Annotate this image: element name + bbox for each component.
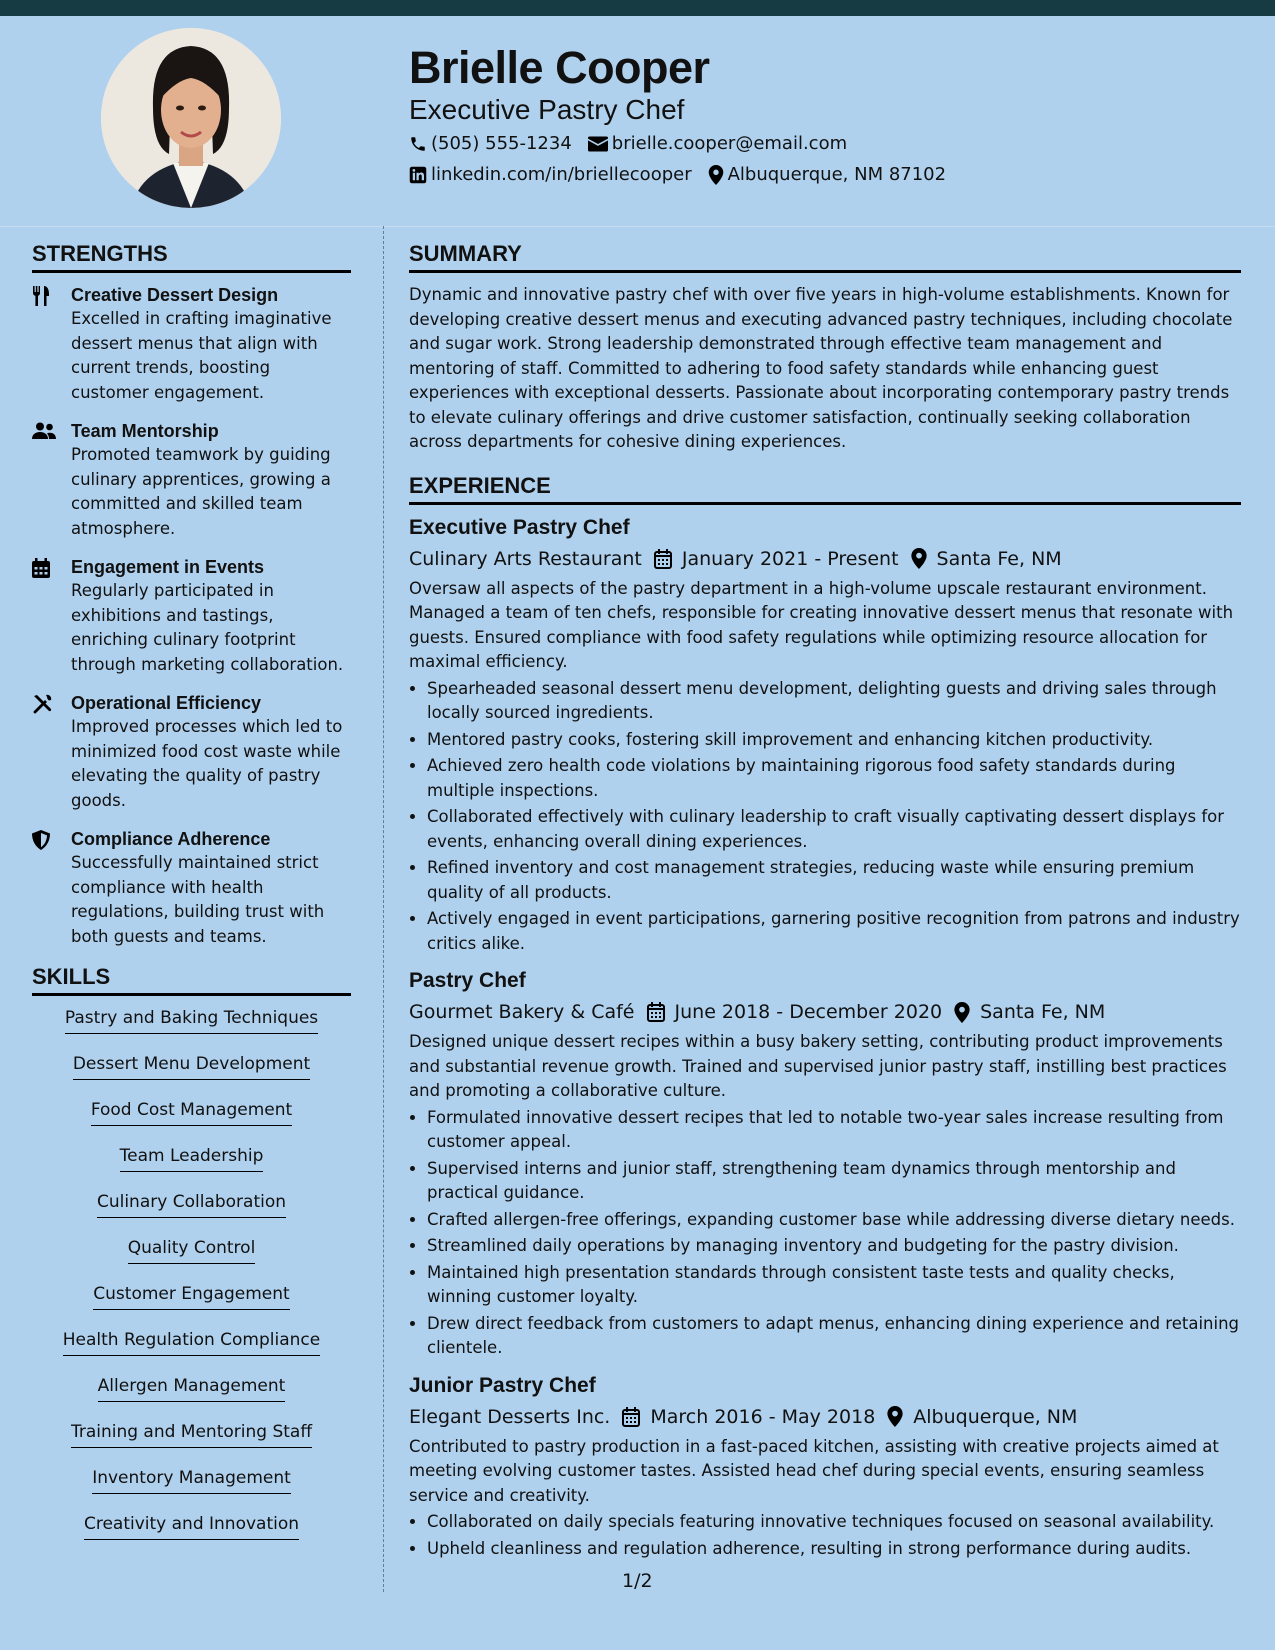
bullet-item: • Crafted allergen-free offerings, expanding customer base while addressing diverse dietary needs. — [427, 1208, 1241, 1233]
summary-heading: SUMMARY — [409, 240, 1241, 273]
resume-header — [0, 16, 1275, 227]
job-dates — [647, 998, 943, 1026]
location-text: Santa Fe, NM — [936, 547, 1062, 570]
strength-title: Compliance Adherence — [71, 829, 271, 849]
skill-item: Culinary Collaboration — [97, 1190, 286, 1218]
phone-contact — [409, 132, 572, 156]
candidate-title: Executive Pastry Chef — [409, 94, 685, 125]
dates-text: March 2016 - May 2018 — [650, 1405, 876, 1428]
map-pin-icon — [708, 165, 724, 185]
company-text: Culinary Arts Restaurant — [409, 547, 642, 570]
job-bullets — [409, 1510, 1241, 1561]
company-name — [409, 1403, 610, 1431]
right-column — [409, 240, 1241, 1573]
profile-photo — [101, 28, 281, 208]
calendar-icon — [654, 549, 672, 569]
dates-text: June 2018 - December 2020 — [674, 1001, 943, 1023]
job-description: Oversaw all aspects of the pastry department in a high-volume upscale restaurant environment. Managed a team of ten chefs, responsible for creating innovative dessert menus that resonate with guests. Ensured compliance with food safety regulations while optimizing resource allocation for maximal efficiency. — [409, 578, 1234, 671]
location-text: Albuquerque, NM — [913, 1405, 1078, 1428]
skills-heading: SKILLS — [32, 963, 351, 996]
strength-item — [32, 419, 351, 541]
job-meta — [409, 545, 1241, 573]
users-icon — [32, 422, 56, 440]
strength-title: Engagement in Events — [71, 557, 265, 577]
bullet-item: • Maintained high presentation standards through consistent taste tests and quality checks, winning customer loyalty. — [427, 1261, 1241, 1310]
utensils-icon — [32, 286, 50, 306]
strength-item — [32, 555, 351, 677]
bullet-item: • Spearheaded seasonal dessert menu development, delighting guests and driving sales through locally sourced ingredients. — [427, 677, 1241, 726]
experience-list — [409, 515, 1241, 1562]
job-bullets — [409, 1106, 1241, 1361]
strength-desc: Excelled in crafting imaginative dessert menus that align with current trends, boosting customer engagement. — [71, 309, 332, 402]
calendar-icon — [32, 558, 50, 578]
skill-item: Pastry and Baking Techniques — [65, 1006, 318, 1034]
strength-item — [32, 691, 351, 813]
map-pin-icon — [954, 1002, 970, 1023]
bullet-item: • Actively engaged in event participations, garnering positive recognition from patrons and industry critics alike. — [427, 907, 1241, 956]
top-bar — [0, 0, 1275, 16]
strengths-heading: STRENGTHS — [32, 240, 351, 273]
skill-item: Training and Mentoring Staff — [71, 1420, 312, 1448]
skill-item: Creativity and Innovation — [84, 1512, 299, 1540]
strength-title: Creative Dessert Design — [71, 285, 279, 305]
bullet-item: • Collaborated effectively with culinary leadership to craft visually captivating dessert displays for events, enhancing overall dining experiences. — [427, 805, 1241, 854]
job-title: Executive Pastry Chef — [409, 515, 630, 539]
linkedin-text[interactable]: linkedin.com/in/briellecooper — [431, 164, 692, 185]
dates-text: January 2021 - Present — [681, 547, 899, 570]
job-location — [954, 998, 1105, 1026]
shield-icon — [32, 830, 50, 850]
column-divider — [383, 226, 384, 1592]
skill-item: Customer Engagement — [93, 1282, 289, 1310]
experience-heading: EXPERIENCE — [409, 472, 1241, 505]
candidate-name: Brielle Cooper — [409, 42, 710, 93]
envelope-icon — [588, 136, 608, 152]
skill-item: Health Regulation Compliance — [63, 1328, 320, 1356]
company-text: Gourmet Bakery & Café — [409, 1001, 635, 1023]
bullet-item: • Streamlined daily operations by managing inventory and budgeting for the pastry division. — [427, 1234, 1241, 1259]
company-name — [409, 545, 642, 573]
strength-item — [32, 283, 351, 405]
strength-title: Operational Efficiency — [71, 693, 262, 713]
bullet-item: • Supervised interns and junior staff, strengthening team dynamics through mentorship and practical guidance. — [427, 1157, 1241, 1206]
linkedin-contact[interactable] — [409, 163, 692, 187]
bullet-item: • Achieved zero health code violations by maintaining rigorous food safety standards during multiple inspections. — [427, 754, 1241, 803]
skill-item: Allergen Management — [98, 1374, 286, 1402]
job-meta — [409, 998, 1241, 1026]
job-location — [911, 545, 1062, 573]
skill-item: Food Cost Management — [91, 1098, 292, 1126]
bullet-item: • Refined inventory and cost management strategies, reducing waste while ensuring premium quality of all products. — [427, 856, 1241, 905]
phone-icon — [409, 135, 427, 153]
summary-text: Dynamic and innovative pastry chef with over five years in high-volume establishments. Known for developing creative dessert menus and executing advanced pastry techniques, including chocolate and sugar work. Strong leadership demonstrated through effective team management and mentoring of staff. Committed to adhering to food safety standards while enhancing guest experiences with exceptional desserts. Passionate about incorporating contemporary pastry trends to elevate culinary offerings and drive customer satisfaction, continually seeking collaboration across departments for cohesive dining experiences. — [409, 285, 1233, 451]
job-dates — [622, 1403, 875, 1431]
location-contact — [708, 163, 946, 187]
job-title: Pastry Chef — [409, 969, 526, 992]
bullet-item: • Formulated innovative dessert recipes that led to notable two-year sales increase resulting from customer appeal. — [427, 1106, 1241, 1155]
skill-item: Quality Control — [128, 1236, 256, 1264]
job-bullets — [409, 677, 1241, 957]
tools-icon — [32, 694, 52, 714]
strength-desc: Regularly participated in exhibitions and tastings, enriching culinary footprint through marketing collaboration. — [71, 581, 344, 674]
job-description: Designed unique dessert recipes within a busy bakery setting, contributing product improvements and substantial revenue growth. Trained and supervised junior pastry staff, instilling best practices and promoting a collaborative culture. — [409, 1032, 1227, 1100]
job-entry — [409, 968, 1241, 1361]
phone-text: (505) 555-1234 — [431, 133, 572, 154]
strength-desc: Promoted teamwork by guiding culinary apprentices, growing a committed and skilled team atmosphere. — [71, 445, 331, 538]
bullet-item: • Mentored pastry cooks, fostering skill improvement and enhancing kitchen productivity. — [427, 728, 1241, 753]
job-title: Junior Pastry Chef — [409, 1373, 596, 1397]
bullet-item: • Drew direct feedback from customers to adapt menus, enhancing dining experience and retaining clientele. — [427, 1312, 1241, 1361]
bullet-item: • Upheld cleanliness and regulation adherence, resulting in strong performance during audits. — [427, 1537, 1241, 1562]
skill-item: Team Leadership — [120, 1144, 264, 1172]
job-location — [887, 1403, 1077, 1431]
strength-desc: Successfully maintained strict compliance with health regulations, building trust with both guests and teams. — [71, 853, 325, 946]
location-text: Santa Fe, NM — [980, 1001, 1106, 1023]
location-text: Albuquerque, NM 87102 — [727, 164, 947, 185]
skills-list — [32, 1006, 351, 1558]
strength-item — [32, 827, 351, 949]
bullet-item: • Collaborated on daily specials featuring innovative techniques focused on seasonal availability. — [427, 1510, 1241, 1535]
job-entry — [409, 1373, 1241, 1562]
calendar-icon — [647, 1002, 665, 1022]
email-contact[interactable] — [588, 132, 847, 156]
company-name — [409, 998, 635, 1026]
email-text[interactable]: brielle.cooper@email.com — [611, 133, 848, 154]
company-text: Elegant Desserts Inc. — [409, 1405, 611, 1428]
strength-title: Team Mentorship — [71, 421, 219, 441]
job-meta — [409, 1403, 1241, 1431]
job-dates — [654, 545, 899, 573]
calendar-icon — [622, 1407, 640, 1427]
left-column — [32, 240, 351, 1558]
skill-item: Inventory Management — [92, 1466, 291, 1494]
map-pin-icon — [887, 1406, 903, 1427]
page-number: 1/2 — [622, 1570, 653, 1592]
job-entry — [409, 515, 1241, 957]
map-pin-icon — [911, 548, 927, 569]
linkedin-icon — [409, 166, 427, 184]
strength-desc: Improved processes which led to minimized food cost waste while elevating the quality of pastry goods. — [71, 717, 343, 810]
skill-item: Dessert Menu Development — [73, 1052, 310, 1080]
job-description: Contributed to pastry production in a fast-paced kitchen, assisting with creative projects aimed at meeting evolving customer tastes. Assisted head chef during special events, ensuring seamless service and creativity. — [409, 1436, 1219, 1505]
